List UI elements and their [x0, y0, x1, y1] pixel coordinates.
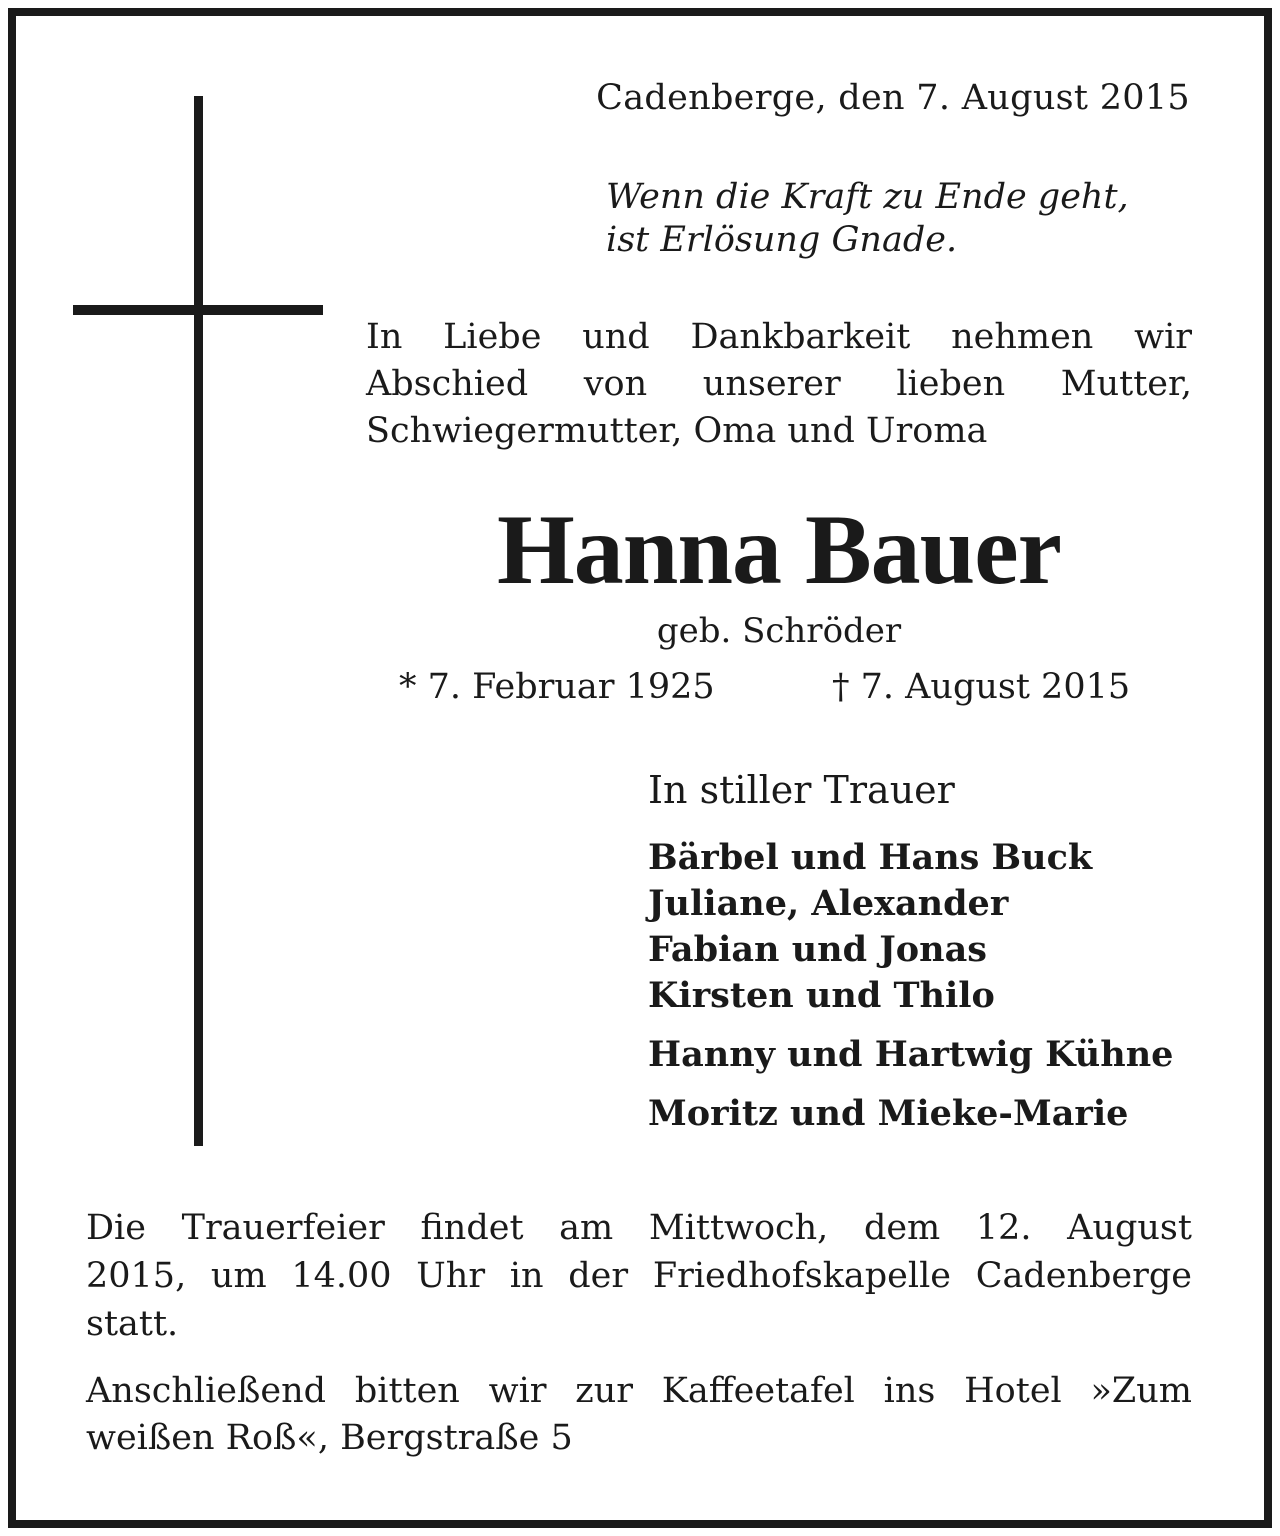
service-word: am: [559, 1208, 614, 1248]
mourners-list: [648, 835, 1173, 1137]
mourner-name: Fabian und Jonas: [648, 929, 987, 970]
service-word: Die: [86, 1208, 146, 1248]
intro-word: von: [583, 364, 648, 404]
mourner-name: Hanny und Hartwig Kühne: [648, 1034, 1174, 1075]
service-word: Mittwoch,: [648, 1208, 829, 1248]
intro-word: Abschied: [366, 364, 529, 404]
reception-word: Kaffeetafel: [661, 1371, 855, 1411]
service-word: Friedhofskapelle: [652, 1256, 951, 1296]
service-word: der: [568, 1256, 629, 1296]
service-word: Trauerfeier: [181, 1208, 385, 1248]
intro-line-2: [366, 361, 1192, 408]
service-word: 12.: [975, 1208, 1032, 1248]
reception-word: zur: [575, 1371, 633, 1411]
service-word: dem: [863, 1208, 941, 1248]
service-line-2: [86, 1252, 1192, 1300]
mourner-name: Moritz und Mieke-Marie: [648, 1093, 1129, 1134]
intro-word: und: [582, 317, 650, 357]
mourner-name: Kirsten und Thilo: [648, 975, 995, 1016]
service-line-1: [86, 1204, 1192, 1252]
service-word: Uhr: [416, 1256, 486, 1296]
intro-word: lieben: [896, 364, 1006, 404]
cross-vertical-bar: [194, 96, 203, 1146]
death-date: † 7. August 2015: [832, 667, 1131, 707]
service-word: 2015,: [86, 1256, 187, 1296]
mourning-label: In stiller Trauer: [648, 768, 955, 812]
service-word: Cadenberge: [975, 1256, 1192, 1296]
place-date: Cadenberge, den 7. August 2015: [596, 78, 1190, 118]
reception-line-2: weißen Roß«, Bergstraße 5: [86, 1418, 573, 1458]
service-word: 14.00: [291, 1256, 392, 1296]
service-word: August: [1067, 1208, 1192, 1248]
mourner-name: Bärbel und Hans Buck: [648, 837, 1093, 878]
deceased-name: Hanna Bauer: [496, 494, 1062, 605]
motto: [606, 176, 1191, 262]
motto-line-1: Wenn die Kraft zu Ende geht,: [606, 177, 1129, 217]
intro-word: nehmen: [951, 317, 1094, 357]
mourner-group: [648, 835, 1173, 1019]
intro-word: unserer: [702, 364, 841, 404]
reception-word: ins: [883, 1371, 936, 1411]
intro-word: Liebe: [443, 317, 542, 357]
intro-word: wir: [1134, 317, 1192, 357]
mourner-group: [648, 1091, 1173, 1137]
service-word: um: [210, 1256, 267, 1296]
maiden-name: geb. Schröder: [656, 611, 902, 651]
mourner-name: Juliane, Alexander: [648, 883, 1009, 924]
service-word: findet: [420, 1208, 524, 1248]
mourner-group: [648, 1032, 1173, 1078]
intro-line-3: Schwiegermutter, Oma und Uroma: [366, 411, 988, 451]
service-line-3: statt.: [86, 1304, 179, 1344]
birth-date: * 7. Februar 1925: [399, 667, 715, 707]
intro-text: [366, 314, 1192, 455]
cross-horizontal-bar: [73, 305, 323, 315]
reception-word: »Zum: [1090, 1371, 1192, 1411]
motto-line-2: ist Erlösung Gnade.: [606, 220, 958, 260]
funeral-service-text: [86, 1204, 1192, 1348]
reception-text: [86, 1368, 1192, 1462]
reception-line-1: [86, 1368, 1192, 1415]
reception-word: Anschließend: [86, 1371, 327, 1411]
reception-word: wir: [488, 1371, 547, 1411]
intro-word: In: [366, 317, 403, 357]
reception-word: Hotel: [964, 1371, 1062, 1411]
intro-word: Mutter,: [1060, 364, 1192, 404]
intro-line-1: [366, 314, 1192, 361]
service-word: in: [509, 1256, 544, 1296]
intro-word: Dankbarkeit: [690, 317, 911, 357]
reception-word: bitten: [354, 1371, 460, 1411]
